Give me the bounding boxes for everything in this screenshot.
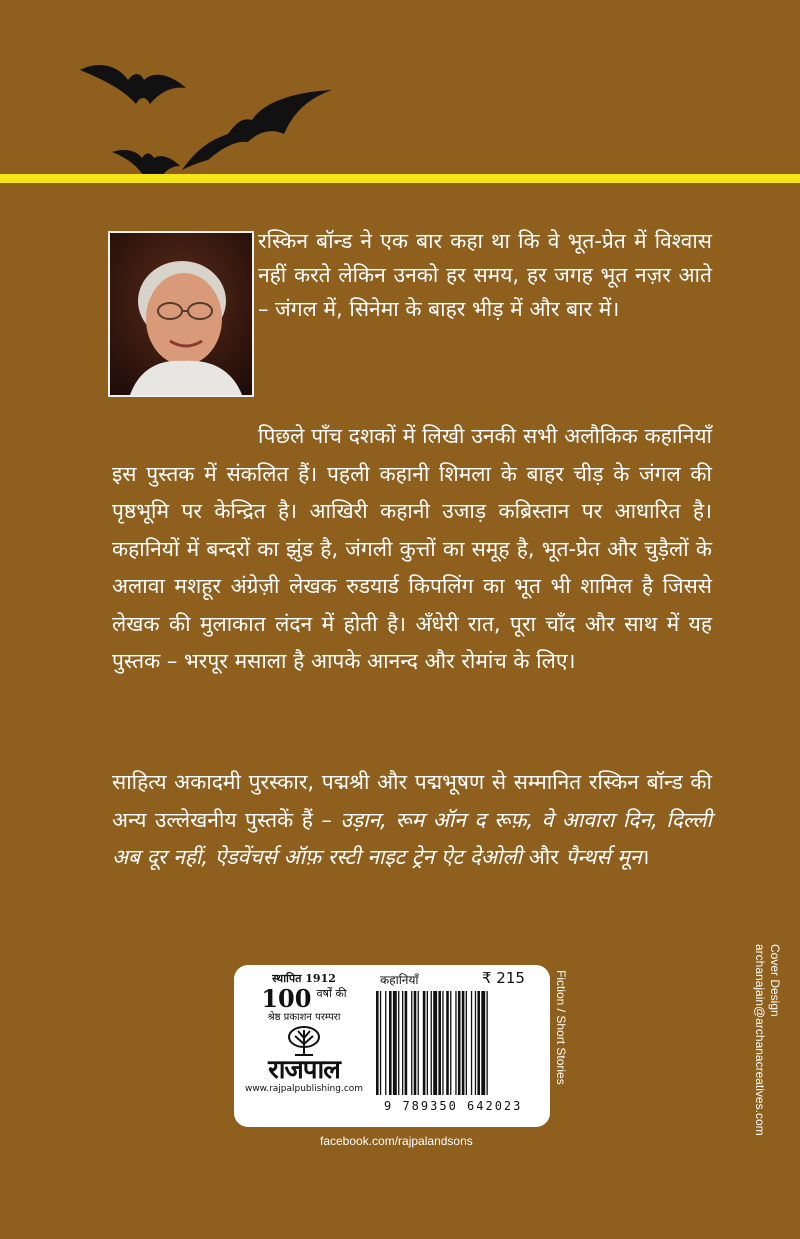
years-text: वर्षों की: [316, 987, 347, 1000]
barcode-bar: [418, 991, 419, 1095]
barcode-bar: [450, 991, 451, 1095]
price-label: ₹ 215: [482, 969, 525, 987]
barcode-bar: [398, 991, 399, 1095]
vertical-genre-label: Fiction / Short Stories: [554, 970, 568, 1085]
barcode-bar: [462, 991, 465, 1095]
barcode-bar: [477, 991, 480, 1095]
barcode-bar: [376, 991, 379, 1095]
yellow-stripe: [0, 174, 800, 183]
description-paragraph: पिछले पाँच दशकों में लिखी उनकी सभी अलौकिक कहानियाँ इस पुस्तक में संकलित हैं। पहली कहानी शिमला के बाहर चीड़ के जंगल की पृष्ठभूमि पर केन्द्रित है। आखिरी कहानी उजाड़ कब्रिस्तान पर आधारित है। कहानियों में बन्दरों का झुंड है, जंगली कुत्तों का समूह है, भूत-प्रेत और चुड़ैलों के अलावा मशहूर अंग्रेज़ी लेखक रुडयार्ड किपलिंग का भूत भी शामिल है जिससे लेखक की मुलाकात लंदन में होती है। अँधेरी रात, पूरा चाँद और साथ में यह पुस्तक – भरपूर मसाला है आपके आनन्द और रोमांच के लिए।: [112, 424, 712, 673]
cover-design-email[interactable]: archanajain@archanacreatives.com: [753, 944, 767, 1136]
genre-label: कहानियाँ: [380, 973, 419, 987]
bat-icon: [182, 90, 332, 170]
barcode-bar: [427, 991, 428, 1095]
bats-illustration: [0, 0, 800, 200]
barcode-bar: [438, 991, 441, 1095]
barcode-bar: [414, 991, 417, 1095]
tree-icon: [287, 1026, 321, 1056]
barcode-bar: [380, 991, 381, 1095]
barcode-bar: [389, 991, 392, 1095]
barcode: [374, 991, 534, 1097]
books-intro: साहित्य अकादमी पुरस्कार, पद्मश्री और पद्मभूषण से सम्मानित रस्किन बॉन्ड की अन्य उल्लेखनीय पुस्तकें हैं –: [112, 770, 712, 832]
barcode-bar: [487, 991, 488, 1095]
barcode-bar: [411, 991, 412, 1095]
barcode-bar: [385, 991, 386, 1095]
tradition-text: श्रेष्ठ प्रकाशन परम्परा: [267, 1012, 341, 1023]
books-paragraph: [112, 764, 712, 877]
barcode-bar: [402, 991, 403, 1095]
author-photo: [108, 231, 254, 397]
barcode-bar: [466, 991, 467, 1095]
barcode-bar: [433, 991, 437, 1095]
publisher-brand: राजपाल: [268, 1055, 340, 1085]
publisher-website: www.rajpalpublishing.com: [244, 1084, 364, 1094]
publisher-logo: [240, 971, 368, 1094]
barcode-bar: [446, 991, 449, 1095]
barcode-bar: [423, 991, 426, 1095]
isbn-number: 9 789350 642023: [384, 1099, 523, 1113]
barcode-bar: [475, 991, 476, 1095]
intro-paragraph: रस्किन बॉन्ड ने एक बार कहा था कि वे भूत-प्रेत में विश्वास नहीं करते लेकिन उनको हर समय, हर जगह भूत नज़र आते – जंगल में, सिनेमा के बाहर भीड़ में और बार में।: [258, 229, 712, 321]
barcode-bar: [481, 991, 485, 1095]
barcode-panel: [234, 965, 550, 1127]
hundred-years: 100: [261, 984, 312, 1013]
barcode-bar: [471, 991, 472, 1095]
bat-icon: [80, 65, 186, 104]
barcode-bar: [458, 991, 461, 1095]
barcode-bar: [405, 991, 408, 1095]
books-end: ।: [641, 845, 650, 869]
facebook-link[interactable]: facebook.com/rajpalandsons: [320, 1134, 473, 1148]
book-title-last: पैन्थर्स मून: [565, 845, 642, 869]
books-connector: और: [522, 845, 566, 869]
barcode-bar: [442, 991, 443, 1095]
cover-design-credit: [752, 944, 782, 1136]
cover-design-label: Cover Design: [768, 944, 782, 1017]
established-text: स्थापित 1912: [272, 972, 336, 985]
book-titles: उड़ान, रूम ऑन द रूफ़, वे आवारा दिन, दिल्ली अब दूर नहीं, ऐडवेंचर्स ऑफ़ रस्टी नाइट ट्रेन ऐट देओली: [112, 807, 712, 869]
barcode-bar: [393, 991, 397, 1095]
barcode-bar: [455, 991, 456, 1095]
barcode-bar: [431, 991, 432, 1095]
